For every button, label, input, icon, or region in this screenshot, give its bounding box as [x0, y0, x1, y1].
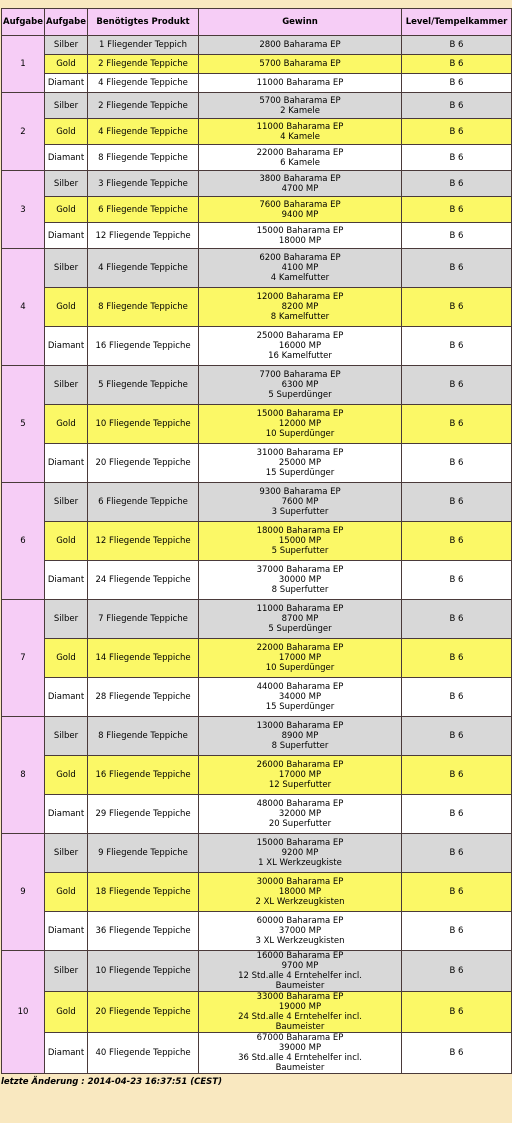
gewinn-cell — [199, 74, 402, 93]
product-cell: 10 Fliegende Teppiche — [88, 951, 199, 992]
product-cell: 4 Fliegende Teppiche — [88, 119, 199, 145]
header-aufgabe-number: Aufgabe — [2, 9, 45, 36]
gewinn-line: 3 Superfutter — [271, 507, 329, 517]
gewinn-line: 39000 MP — [278, 1043, 322, 1053]
product-cell: 2 Fliegende Teppiche — [88, 93, 199, 119]
gewinn-cell — [199, 756, 402, 795]
level-cell: B 6 — [402, 444, 512, 483]
table-header-row — [2, 9, 512, 36]
gewinn-line: 3 XL Werkzeugkisten — [255, 936, 345, 946]
gewinn-cell — [199, 223, 402, 249]
gewinn-line: 4100 MP — [281, 263, 319, 273]
level-cell: B 6 — [402, 600, 512, 639]
gewinn-line: 7700 Baharama EP — [259, 370, 341, 380]
gewinn-line: Baumeister — [275, 1022, 325, 1032]
gewinn-line: 26000 Baharama EP — [256, 760, 344, 770]
tier-cell: Silber — [45, 600, 88, 639]
gewinn-line: 4 Kamele — [280, 131, 320, 142]
gewinn-line: Baumeister — [275, 981, 325, 991]
level-cell: B 6 — [402, 366, 512, 405]
gewinn-line: 8 Superfutter — [271, 585, 329, 595]
level-cell: B 6 — [402, 36, 512, 55]
gewinn-line: 67000 Baharama EP — [256, 1033, 344, 1043]
tier-cell: Gold — [45, 873, 88, 912]
table-row — [2, 756, 512, 795]
table-row — [2, 197, 512, 223]
product-cell: 3 Fliegende Teppiche — [88, 171, 199, 197]
tier-cell: Diamant — [45, 223, 88, 249]
gewinn-line: 4700 MP — [281, 183, 319, 194]
gewinn-cell — [199, 639, 402, 678]
gewinn-cell — [199, 405, 402, 444]
level-cell: B 6 — [402, 951, 512, 992]
task-number: 1 — [2, 36, 45, 93]
level-cell: B 6 — [402, 171, 512, 197]
gewinn-line: 15 Superdünger — [265, 702, 335, 712]
table-row — [2, 405, 512, 444]
product-cell: 24 Fliegende Teppiche — [88, 561, 199, 600]
gewinn-line: 11000 Baharama EP — [256, 604, 344, 614]
gewinn-cell — [199, 717, 402, 756]
header-level: Level/Tempelkammer — [402, 9, 512, 36]
level-cell: B 6 — [402, 249, 512, 288]
gewinn-cell — [199, 483, 402, 522]
level-cell: B 6 — [402, 795, 512, 834]
gewinn-line: 5700 Baharama EP — [259, 59, 341, 69]
gewinn-line: 17000 MP — [278, 770, 322, 780]
table-row — [2, 951, 512, 992]
product-cell: 12 Fliegende Teppiche — [88, 522, 199, 561]
gewinn-line: 10 Superdünger — [265, 663, 335, 673]
gewinn-line: 5 Superdünger — [268, 624, 332, 634]
product-cell: 5 Fliegende Teppiche — [88, 366, 199, 405]
level-cell: B 6 — [402, 483, 512, 522]
table-row — [2, 171, 512, 197]
gewinn-line: 11000 Baharama EP — [256, 121, 344, 132]
table-row — [2, 639, 512, 678]
table-row — [2, 561, 512, 600]
task-number: 8 — [2, 717, 45, 834]
level-cell: B 6 — [402, 288, 512, 327]
gewinn-line: 31000 Baharama EP — [256, 448, 344, 458]
gewinn-line: 8 Superfutter — [271, 741, 329, 751]
gewinn-line: 2 XL Werkzeugkisten — [255, 897, 345, 907]
gewinn-cell — [199, 327, 402, 366]
gewinn-cell — [199, 951, 402, 992]
gewinn-line: Baumeister — [275, 1063, 325, 1073]
gewinn-cell — [199, 678, 402, 717]
gewinn-line: 2 Kamele — [280, 105, 320, 116]
gewinn-cell — [199, 36, 402, 55]
table-row — [2, 444, 512, 483]
table-row — [2, 483, 512, 522]
tier-cell: Silber — [45, 171, 88, 197]
tier-cell: Silber — [45, 36, 88, 55]
gewinn-line: 8200 MP — [281, 302, 319, 312]
level-cell: B 6 — [402, 74, 512, 93]
header-aufgabe-tier: Aufgabe — [45, 9, 88, 36]
tier-cell: Diamant — [45, 1033, 88, 1074]
tier-cell: Gold — [45, 639, 88, 678]
gewinn-line: 18000 MP — [278, 235, 322, 246]
level-cell: B 6 — [402, 93, 512, 119]
tier-cell: Silber — [45, 249, 88, 288]
level-cell: B 6 — [402, 639, 512, 678]
gewinn-line: 8 Kamelfutter — [270, 312, 330, 322]
tier-cell: Gold — [45, 756, 88, 795]
last-modified: letzte Änderung : 2014-04-23 16:37:51 (CEST) — [1, 1077, 222, 1087]
product-cell: 4 Fliegende Teppiche — [88, 74, 199, 93]
level-cell: B 6 — [402, 834, 512, 873]
level-cell: B 6 — [402, 223, 512, 249]
gewinn-line: 30000 Baharama EP — [256, 877, 344, 887]
gewinn-line: 16 Kamelfutter — [268, 351, 332, 361]
gewinn-line: 12 Std.alle 4 Erntehelfer incl. — [238, 971, 362, 981]
level-cell: B 6 — [402, 873, 512, 912]
product-cell: 6 Fliegende Teppiche — [88, 483, 199, 522]
gewinn-line: 6200 Baharama EP — [259, 253, 341, 263]
tier-cell: Gold — [45, 119, 88, 145]
gewinn-line: 17000 MP — [278, 653, 322, 663]
level-cell: B 6 — [402, 55, 512, 74]
product-cell: 36 Fliegende Teppiche — [88, 912, 199, 951]
gewinn-line: 8700 MP — [281, 614, 319, 624]
gewinn-line: 22000 Baharama EP — [256, 643, 344, 653]
gewinn-line: 22000 Baharama EP — [256, 147, 344, 158]
table-row — [2, 834, 512, 873]
product-cell: 28 Fliegende Teppiche — [88, 678, 199, 717]
gewinn-cell — [199, 366, 402, 405]
gewinn-cell — [199, 288, 402, 327]
product-cell: 20 Fliegende Teppiche — [88, 992, 199, 1033]
product-cell: 12 Fliegende Teppiche — [88, 223, 199, 249]
gewinn-line: 60000 Baharama EP — [256, 916, 344, 926]
gewinn-line: 9200 MP — [281, 848, 319, 858]
gewinn-line: 12000 Baharama EP — [256, 292, 344, 302]
tier-cell: Diamant — [45, 795, 88, 834]
level-cell: B 6 — [402, 327, 512, 366]
gewinn-line: 24 Std.alle 4 Erntehelfer incl. — [238, 1012, 362, 1022]
gewinn-line: 6 Kamele — [280, 157, 320, 168]
gewinn-line: 3800 Baharama EP — [259, 173, 341, 184]
header-gewinn: Gewinn — [199, 9, 402, 36]
gewinn-cell — [199, 522, 402, 561]
gewinn-line: 15000 Baharama EP — [256, 838, 344, 848]
table-row — [2, 1033, 512, 1074]
tier-cell: Silber — [45, 951, 88, 992]
table-row — [2, 992, 512, 1033]
gewinn-line: 8900 MP — [281, 731, 319, 741]
product-cell: 29 Fliegende Teppiche — [88, 795, 199, 834]
gewinn-cell — [199, 444, 402, 483]
gewinn-cell — [199, 992, 402, 1033]
page — [0, 8, 512, 1087]
task-number: 9 — [2, 834, 45, 951]
tier-cell: Silber — [45, 366, 88, 405]
table-row — [2, 717, 512, 756]
gewinn-line: 36 Std.alle 4 Erntehelfer incl. — [238, 1053, 362, 1063]
table-row — [2, 74, 512, 93]
product-cell: 2 Fliegende Teppiche — [88, 55, 199, 74]
level-cell: B 6 — [402, 912, 512, 951]
table-row — [2, 55, 512, 74]
gewinn-cell — [199, 873, 402, 912]
tier-cell: Silber — [45, 717, 88, 756]
level-cell: B 6 — [402, 405, 512, 444]
gewinn-cell — [199, 795, 402, 834]
gewinn-line: 5700 Baharama EP — [259, 95, 341, 106]
level-cell: B 6 — [402, 992, 512, 1033]
gewinn-line: 9300 Baharama EP — [259, 487, 341, 497]
gewinn-line: 15000 Baharama EP — [256, 409, 344, 419]
header-produkt: Benötigtes Produkt — [88, 9, 199, 36]
level-cell: B 6 — [402, 561, 512, 600]
task-number: 2 — [2, 93, 45, 171]
level-cell: B 6 — [402, 756, 512, 795]
gewinn-line: 11000 Baharama EP — [256, 78, 344, 88]
task-number: 6 — [2, 483, 45, 600]
table-row — [2, 873, 512, 912]
tier-cell: Gold — [45, 55, 88, 74]
level-cell: B 6 — [402, 145, 512, 171]
table-row — [2, 678, 512, 717]
gewinn-line: 13000 Baharama EP — [256, 721, 344, 731]
gewinn-line: 25000 Baharama EP — [256, 331, 344, 341]
level-cell: B 6 — [402, 119, 512, 145]
gewinn-line: 32000 MP — [278, 809, 322, 819]
gewinn-cell — [199, 145, 402, 171]
gewinn-line: 1 XL Werkzeugkiste — [258, 858, 342, 868]
gewinn-line: 15000 MP — [278, 536, 322, 546]
gewinn-line: 16000 MP — [278, 341, 322, 351]
gewinn-line: 12000 MP — [278, 419, 322, 429]
task-number: 7 — [2, 600, 45, 717]
gewinn-line: 25000 MP — [278, 458, 322, 468]
product-cell: 18 Fliegende Teppiche — [88, 873, 199, 912]
gewinn-line: 16000 Baharama EP — [256, 951, 344, 961]
product-cell: 8 Fliegende Teppiche — [88, 145, 199, 171]
tier-cell: Gold — [45, 288, 88, 327]
table-row — [2, 36, 512, 55]
gewinn-line: 37000 Baharama EP — [256, 565, 344, 575]
tier-cell: Diamant — [45, 444, 88, 483]
gewinn-cell — [199, 249, 402, 288]
task-number: 10 — [2, 951, 45, 1074]
product-cell: 4 Fliegende Teppiche — [88, 249, 199, 288]
gewinn-line: 12 Superfutter — [268, 780, 332, 790]
level-cell: B 6 — [402, 1033, 512, 1074]
product-cell: 1 Fliegender Teppich — [88, 36, 199, 55]
product-cell: 8 Fliegende Teppiche — [88, 288, 199, 327]
product-cell: 6 Fliegende Teppiche — [88, 197, 199, 223]
gewinn-line: 9400 MP — [281, 209, 319, 220]
gewinn-cell — [199, 1033, 402, 1074]
level-cell: B 6 — [402, 717, 512, 756]
gewinn-line: 19000 MP — [278, 1002, 322, 1012]
gewinn-line: 6300 MP — [281, 380, 319, 390]
tier-cell: Gold — [45, 522, 88, 561]
gewinn-line: 34000 MP — [278, 692, 322, 702]
table-row — [2, 366, 512, 405]
gewinn-line: 18000 MP — [278, 887, 322, 897]
tier-cell: Silber — [45, 483, 88, 522]
task-number: 5 — [2, 366, 45, 483]
gewinn-cell — [199, 171, 402, 197]
task-number: 4 — [2, 249, 45, 366]
gewinn-cell — [199, 197, 402, 223]
tier-cell: Gold — [45, 197, 88, 223]
table-row — [2, 600, 512, 639]
gewinn-line: 9700 MP — [281, 961, 319, 971]
gewinn-line: 7600 Baharama EP — [259, 199, 341, 210]
gewinn-cell — [199, 55, 402, 74]
gewinn-line: 5 Superfutter — [271, 546, 329, 556]
tier-cell: Silber — [45, 834, 88, 873]
table-row — [2, 288, 512, 327]
product-cell: 16 Fliegende Teppiche — [88, 756, 199, 795]
task-number: 3 — [2, 171, 45, 249]
tier-cell: Diamant — [45, 327, 88, 366]
level-cell: B 6 — [402, 522, 512, 561]
gewinn-line: 10 Superdünger — [265, 429, 335, 439]
gewinn-line: 44000 Baharama EP — [256, 682, 344, 692]
gewinn-line: 5 Superdünger — [268, 390, 332, 400]
gewinn-cell — [199, 561, 402, 600]
gewinn-line: 48000 Baharama EP — [256, 799, 344, 809]
table-row — [2, 912, 512, 951]
reward-table — [1, 8, 512, 1074]
gewinn-line: 2800 Baharama EP — [259, 40, 341, 50]
gewinn-line: 15000 Baharama EP — [256, 225, 344, 236]
product-cell: 7 Fliegende Teppiche — [88, 600, 199, 639]
product-cell: 10 Fliegende Teppiche — [88, 405, 199, 444]
product-cell: 20 Fliegende Teppiche — [88, 444, 199, 483]
gewinn-cell — [199, 834, 402, 873]
gewinn-line: 37000 MP — [278, 926, 322, 936]
tier-cell: Diamant — [45, 145, 88, 171]
table-row — [2, 119, 512, 145]
table-row — [2, 522, 512, 561]
gewinn-line: 33000 Baharama EP — [256, 992, 344, 1002]
tier-cell: Gold — [45, 405, 88, 444]
table-row — [2, 327, 512, 366]
level-cell: B 6 — [402, 197, 512, 223]
gewinn-cell — [199, 600, 402, 639]
tier-cell: Diamant — [45, 74, 88, 93]
level-cell: B 6 — [402, 678, 512, 717]
product-cell: 8 Fliegende Teppiche — [88, 717, 199, 756]
table-row — [2, 795, 512, 834]
product-cell: 14 Fliegende Teppiche — [88, 639, 199, 678]
tier-cell: Diamant — [45, 912, 88, 951]
table-row — [2, 93, 512, 119]
gewinn-line: 7600 MP — [281, 497, 319, 507]
gewinn-line: 30000 MP — [278, 575, 322, 585]
gewinn-line: 15 Superdünger — [265, 468, 335, 478]
gewinn-line: 4 Kamelfutter — [270, 273, 330, 283]
product-cell: 9 Fliegende Teppiche — [88, 834, 199, 873]
tier-cell: Diamant — [45, 678, 88, 717]
product-cell: 40 Fliegende Teppiche — [88, 1033, 199, 1074]
table-body — [2, 36, 512, 1074]
gewinn-cell — [199, 912, 402, 951]
tier-cell: Gold — [45, 992, 88, 1033]
gewinn-line: 20 Superfutter — [268, 819, 332, 829]
table-row — [2, 223, 512, 249]
tier-cell: Silber — [45, 93, 88, 119]
gewinn-cell — [199, 119, 402, 145]
gewinn-line: 18000 Baharama EP — [256, 526, 344, 536]
table-row — [2, 249, 512, 288]
product-cell: 16 Fliegende Teppiche — [88, 327, 199, 366]
tier-cell: Diamant — [45, 561, 88, 600]
gewinn-cell — [199, 93, 402, 119]
table-row — [2, 145, 512, 171]
